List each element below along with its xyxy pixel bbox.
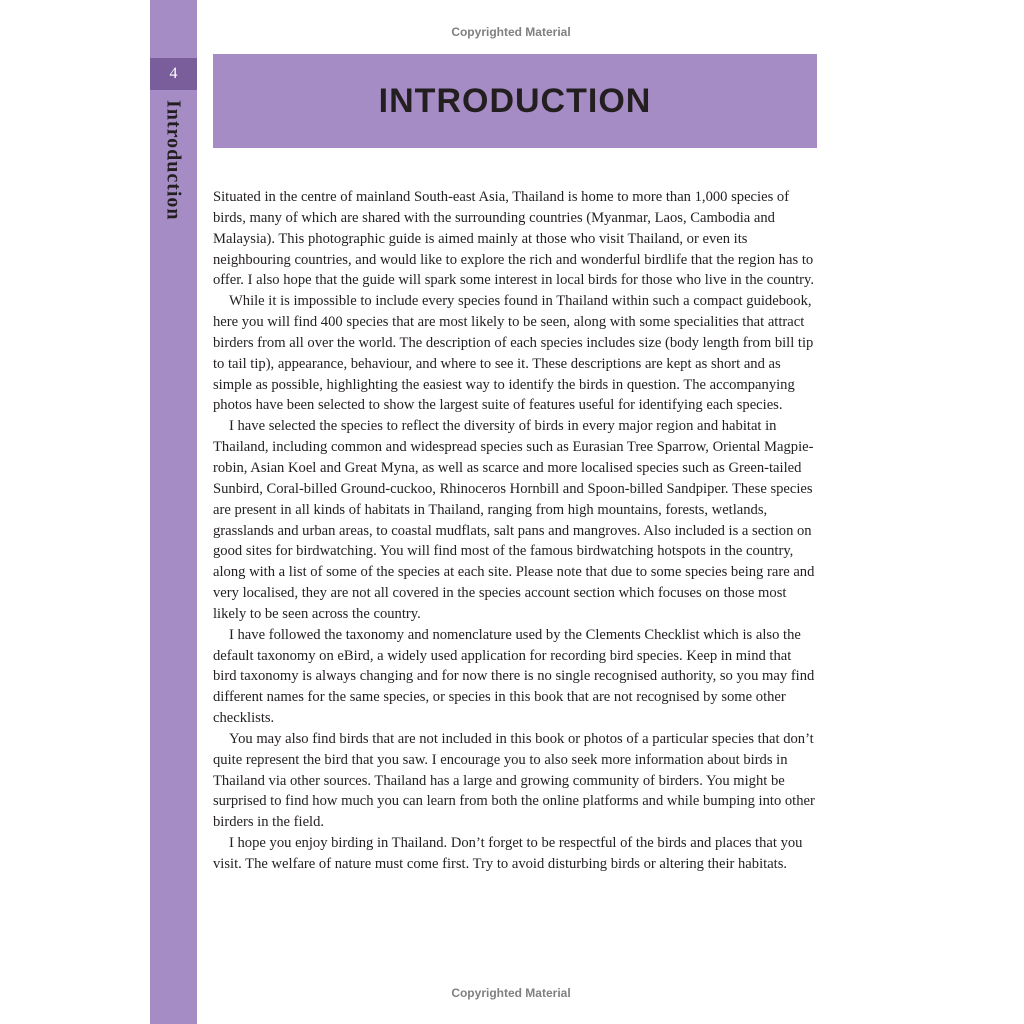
title-banner xyxy=(213,54,817,148)
running-head: Introduction xyxy=(162,100,185,221)
paragraph: Situated in the centre of mainland South-east Asia, Thailand is home to more than 1,000 species of birds, many of which are shared with the surrounding countries (Myanmar, Laos, Cambodia and Malaysia). This photographic guide is aimed mainly at those who visit Thailand, or even its neighbouring countries, and would like to explore the rich and wonderful birdlife that the region has to offer. I also hope that the guide will spark some interest in local birds for those who live in the country. xyxy=(213,189,815,289)
page-number: 4 xyxy=(150,58,197,90)
paragraph: While it is impossible to include every species found in Thailand within such a compact guidebook, here you will find 400 species that are most likely to be seen, along with some specialities that attract birders from all over the world. The description of each species includes size (body length from bill tip to tail tip), appearance, behaviour, and where to see it. These descriptions are kept as short and as simple as possible, highlighting the easiest way to identify the birds in question. The accompanying photos have been selected to show the largest suite of features useful for identifying each species. xyxy=(213,293,814,414)
paragraph: I hope you enjoy birding in Thailand. Don’t forget to be respectful of the birds and places that you visit. The welfare of nature must come first. Try to avoid disturbing birds or altering their habitats. xyxy=(213,835,803,872)
paragraph: You may also find birds that are not included in this book or photos of a particular species that don’t quite represent the bird that you saw. I encourage you to also seek more information about birds in Thailand via other sources. Thailand has a large and growing community of birders. You might be surprised to find how much you can learn from both the online platforms and while bumping into other birders in the field. xyxy=(213,730,815,831)
body-text xyxy=(213,187,817,875)
paragraph: I have followed the taxonomy and nomenclature used by the Clements Checklist which is also the default taxonomy on eBird, a widely used application for recording bird species. Keep in mind that bird taxonomy is always changing and for now there is no single recognised authority, so you may find different names for the same species, or species in this book that are not recognised by some other checklists. xyxy=(213,626,815,727)
page-title: INTRODUCTION xyxy=(378,81,652,120)
watermark-bottom: Copyrighted Material xyxy=(451,986,571,1000)
watermark-top: Copyrighted Material xyxy=(451,25,571,39)
paragraph: I have selected the species to reflect the diversity of birds in every major region and habitat in Thailand, including common and widespread species such as Eurasian Tree Sparrow, Oriental Magpie-robin, Asian Koel and Great Myna, as well as scarce and more localised species such as Green-tailed Sunbird, Coral-billed Ground-cuckoo, Rhinoceros Hornbill and Spoon-billed Sandpiper. These species are present in all kinds of habitats in Thailand, ranging from high mountains, forests, wetlands, grasslands and urban areas, to coastal mudflats, salt pans and mangroves. Also included is a section on good sites for birdwatching. You will find most of the famous birdwatching hotspots in the country, along with a list of some of the species at each site. Please note that due to some species being rare and very localised, they are not all covered in the species account section which focuses on those most likely to be seen across the country. xyxy=(213,418,815,622)
